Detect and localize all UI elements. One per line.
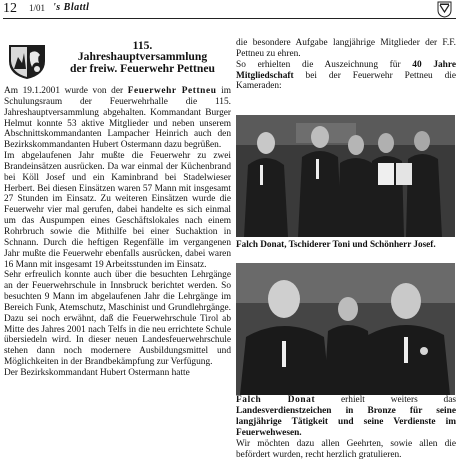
right-column-text-bottom [236,395,456,460]
p1-bold: Feuerwehr Pettneu [127,86,217,96]
paragraph-r2 [236,60,456,93]
photo-honorees [236,115,455,237]
title-line-3: der freiw. Feuerwehr Pettneu [70,61,215,75]
page-header [0,0,459,19]
paragraph-r4: Wir möchten dazu allen Geehrten, sowie allen die befördert wurden, recht herzlich gratulieren. [236,438,456,460]
article-title-block [4,38,231,84]
r3-bold-award: Landesverdienstzeichen in Bronze für seine langjährige Tätigkeit und seine Verdienste im Feuerwehwesen. [236,405,456,438]
p1-text-a: Am 19.1.2001 wurde von der [4,86,128,96]
header-rule [3,18,456,19]
title-line-2: Jahreshauptversammlung [77,50,208,64]
photo-caption-1: Falch Donat, Tschiderer Toni und Schönherr Josef. [236,239,436,249]
paragraph-4: Der Bezirkskommandant Hubert Ostermann hatte [4,367,190,378]
page-number: 12 [3,1,17,16]
r2-text-a: So erhielten die Auszeichnung für [236,59,413,70]
left-column-text [4,86,231,379]
article-title [54,40,231,74]
issue-label: 1/01 [29,3,46,13]
p1-text-b: im Schulungsraum der Feuerwehrhalle die 115. Jahreshauptversammlung abgehalten. Kommandant Burger Helmut konnte 53 aktive Mitglieder und neben unserem Abschnittskommandanten Lampacher Heinrich auch den Bezirkskommandanten Hubert Ostermann dazu begrüßen. [4,86,231,151]
photo-falch-donat [236,263,455,395]
masthead: 's Blattl [53,2,90,13]
crest-icon [437,1,452,18]
paragraph-1 [4,86,231,151]
right-column-text-top [236,38,456,92]
fire-brigade-emblem-icon [6,39,48,81]
paragraph-3: Sehr erfreulich konnte auch über die besuchten Lehrgänge an der Feuerwehrschule in Innsbruck berichtet werden. So besuchten 9 Mann im abgelaufenen Jahr die Lehrgänge im Bereich Funk, Atemschutz, Maschinist und Grundlehrgänge. Dazu sei noch erwähnt, daß die Feuerwehrschule Tirol ab Mitte des Jahres 2001 nach Telfs in die neu errichtete Schule übersiedeln wird. In dieser neuen Landesfeuerwehrschule stehen dann noch modernere Ausbildungsmittel und Möglichkeiten in der Brandbekämpfung zur Verfügung. [4,270,231,368]
paragraph-r1: die besondere Aufgabe langjährige Mitglieder der F.F. Pettneu zu ehren. [236,38,456,59]
r2-bold: 40 Jahre Mitgliedschaft [236,59,456,81]
r2-text-b: bei der Feuerwehr Pettneu die Kameraden: [236,70,456,92]
paragraph-r3 [236,395,456,439]
photo-falch-donat-image [236,263,455,395]
title-line-1: 115. [132,39,153,52]
r3-text: erhielt weiters das [315,395,457,405]
photo-honorees-image [236,115,455,237]
r3-bold-name: Falch Donat [236,395,316,405]
paragraph-2: Im abgelaufenen Jahr mußte die Feuerwehr zu zwei Brandeinsätzen ausrücken. Da war einmal der Küchenbrand bei Köll Josef und ein Kaminbrand bei Stadelwieser Herbert. Bei diesen Einsätzen waren 57 Mann mit insgesamt 27 Stunden im Einsatz. Zu weiteren Einsätzen wurde die Feuerwehr vier mal gerufen, dabei handelte es sich einmal um das Auspumpen eines Geschäftslokales nach einem Rohrbruch sowie die Mithilfe bei einer Suchaktion in Schnann. Durch die heftigen Regenfälle im vergangenen Jahr mußte die Feuerwehr ebenfalls ausrücken, dabei waren 16 Mann mit insgesamt 19 Arbeitsstunden im Einsatz. [4,151,231,270]
